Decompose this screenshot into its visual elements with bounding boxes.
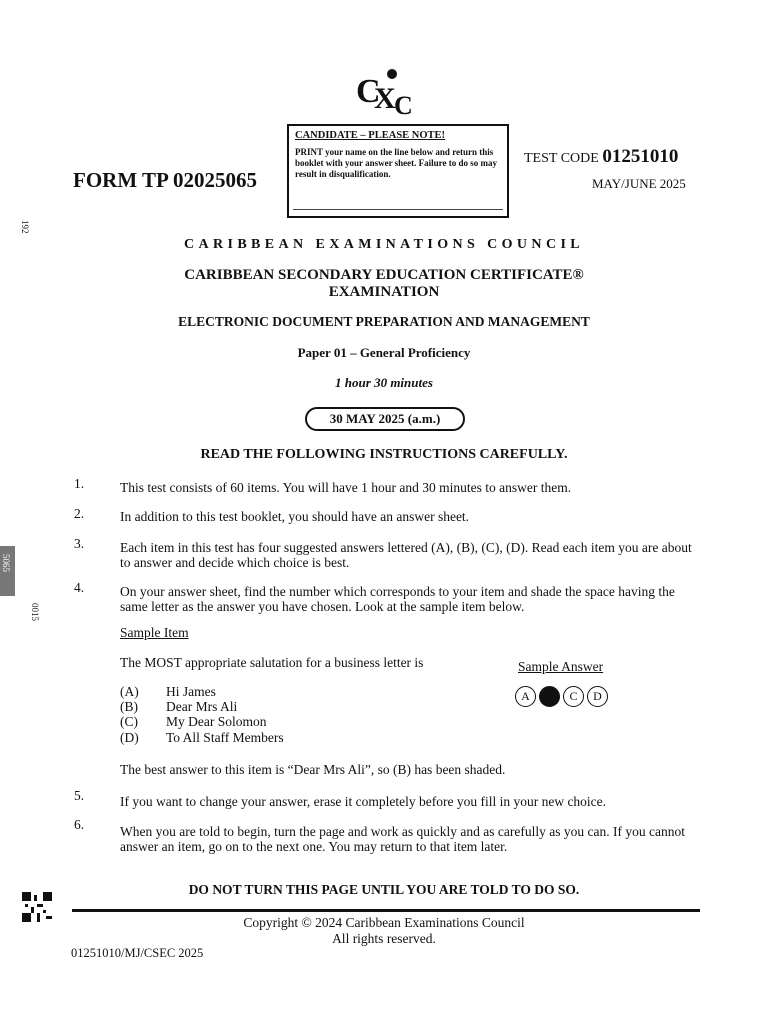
option-letter: (C) bbox=[120, 714, 138, 729]
instruction-text: If you want to change your answer, erase it completely before you fill in your new choice. bbox=[120, 794, 607, 809]
notice-title: CANDIDATE – PLEASE NOTE! bbox=[295, 130, 446, 141]
cxc-logo bbox=[352, 66, 422, 116]
option-text: My Dear Solomon bbox=[166, 714, 267, 729]
bubble-c: C bbox=[563, 686, 584, 707]
bubble-b-shaded bbox=[539, 686, 560, 707]
instructions-heading: READ THE FOLLOWING INSTRUCTIONS CAREFULLY. bbox=[200, 447, 568, 462]
margin-mark-lower: 0015 bbox=[30, 603, 40, 621]
exam-session: MAY/JUNE 2025 bbox=[592, 176, 686, 191]
rights-line: All rights reserved. bbox=[332, 931, 436, 946]
exam-duration: 1 hour 30 minutes bbox=[335, 375, 433, 390]
sample-answer-label: Sample Answer bbox=[518, 659, 604, 674]
candidate-name-line[interactable] bbox=[293, 209, 503, 210]
sample-question: The MOST appropriate salutation for a business letter is bbox=[120, 655, 424, 670]
do-not-turn-warning: DO NOT TURN THIS PAGE UNTIL YOU ARE TOLD TO DO SO. bbox=[188, 882, 580, 897]
instruction-text: When you are told to begin, turn the page and work as quickly and as carefully as you can. If you cannot answer an item, go on to the next one. You may return to that item later. bbox=[120, 824, 685, 854]
margin-mark-top: 192 bbox=[20, 220, 30, 234]
sample-explanation: The best answer to this item is “Dear Mrs Ali”, so (B) has been shaded. bbox=[120, 762, 506, 777]
logo-letter-x: X bbox=[374, 82, 396, 115]
logo-letter-c: C bbox=[356, 73, 381, 110]
margin-tab-text: 5065 bbox=[1, 554, 11, 572]
copyright-line: Copyright © 2024 Caribbean Examinations Council bbox=[243, 915, 525, 930]
instruction-number: 1. bbox=[74, 476, 85, 491]
instruction-number: 5. bbox=[74, 788, 85, 803]
copyright-block bbox=[0, 915, 768, 947]
option-text: Dear Mrs Ali bbox=[166, 699, 238, 714]
council-name: CARIBBEAN EXAMINATIONS COUNCIL bbox=[183, 237, 585, 252]
test-code-label: TEST CODE bbox=[524, 151, 599, 166]
notice-body: PRINT your name on the line below and return this booklet with your answer sheet. Failure to do so may result in disqualification. bbox=[295, 147, 498, 179]
test-code-value: 01251010 bbox=[602, 146, 679, 167]
subject-title: ELECTRONIC DOCUMENT PREPARATION AND MANAGEMENT bbox=[178, 314, 590, 329]
certificate-title bbox=[0, 267, 768, 301]
option-letter: (A) bbox=[120, 684, 139, 699]
logo-figure-head bbox=[387, 69, 397, 79]
sample-answer-bubbles bbox=[515, 686, 608, 707]
logo-letter-c2: C bbox=[394, 91, 413, 116]
bubble-d: D bbox=[587, 686, 608, 707]
instruction-text: In addition to this test booklet, you should have an answer sheet. bbox=[120, 509, 470, 524]
instruction-number: 4. bbox=[74, 580, 85, 595]
certificate-line-1: CARIBBEAN SECONDARY EDUCATION CERTIFICATE® bbox=[184, 267, 584, 283]
option-letter: (B) bbox=[120, 699, 138, 714]
test-code bbox=[524, 146, 678, 168]
instruction-number: 3. bbox=[74, 536, 85, 551]
certificate-line-2: EXAMINATION bbox=[328, 284, 440, 300]
instruction-text: This test consists of 60 items. You will have 1 hour and 30 minutes to answer them. bbox=[120, 480, 572, 495]
footer-rule bbox=[72, 909, 700, 912]
paper-title: Paper 01 – General Proficiency bbox=[297, 345, 471, 360]
option-text: To All Staff Members bbox=[166, 730, 284, 745]
instruction-text: On your answer sheet, find the number which corresponds to your item and shade the space having the same letter as the answer you have chosen. Look at the sample item below. bbox=[120, 584, 675, 614]
form-tp-number: FORM TP 02025065 bbox=[73, 168, 257, 192]
footer-code: 01251010/MJ/CSEC 2025 bbox=[71, 946, 204, 960]
sample-item-label: Sample Item bbox=[120, 625, 189, 640]
instruction-number: 2. bbox=[74, 506, 85, 521]
instruction-number: 6. bbox=[74, 817, 85, 832]
instruction-text: Each item in this test has four suggested answers lettered (A), (B), (C), (D). Read each item you are about to answer and decide which choice is best. bbox=[120, 540, 692, 570]
bubble-a: A bbox=[515, 686, 536, 707]
exam-date: 30 MAY 2025 (a.m.) bbox=[305, 407, 465, 431]
option-text: Hi James bbox=[166, 684, 216, 699]
candidate-notice-box bbox=[287, 124, 509, 218]
option-letter: (D) bbox=[120, 730, 139, 745]
